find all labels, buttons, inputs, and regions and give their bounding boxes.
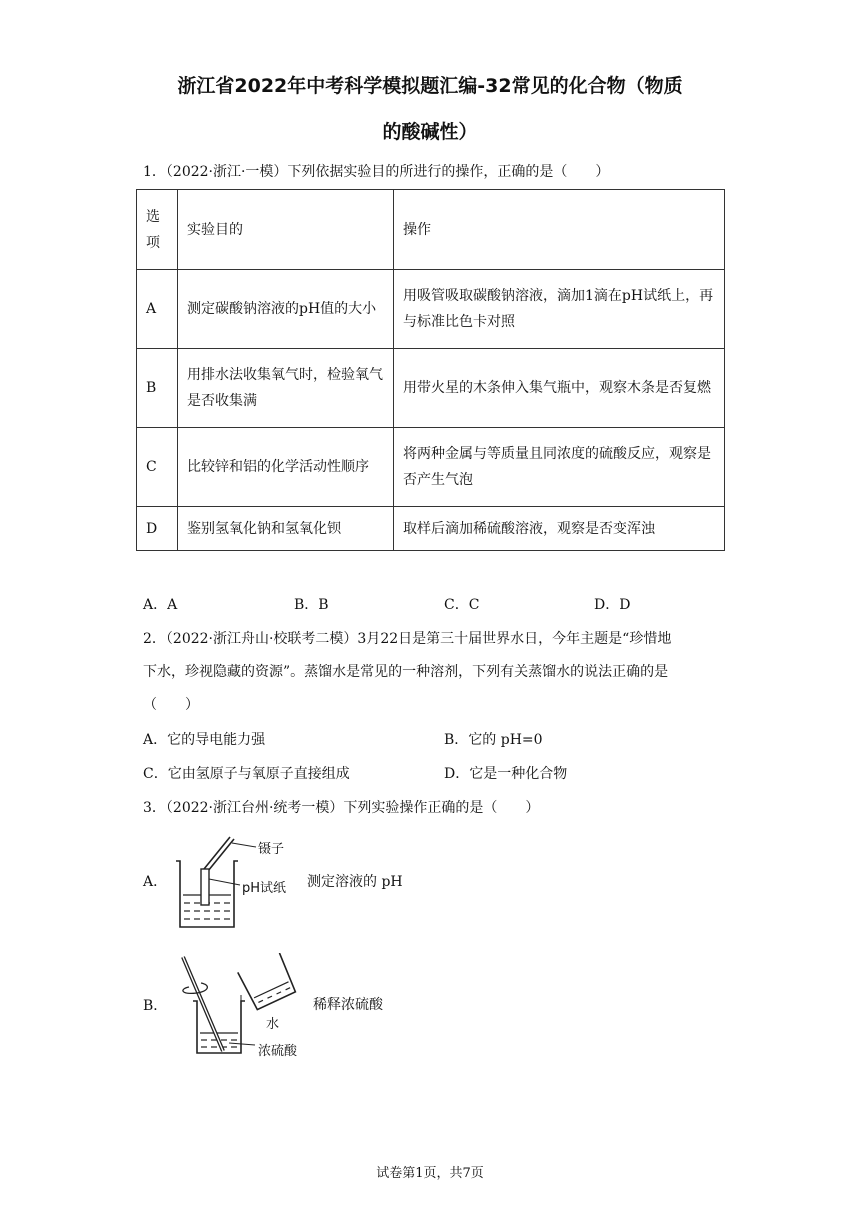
tweezers-icon: [204, 837, 230, 869]
q2-stem-line3: （ ）: [143, 697, 199, 713]
row-operation: 用吸管吸取碳酸钠溶液，滴加1滴在pH试纸上，再与标准比色卡对照: [394, 270, 725, 349]
q3-option-b-label[interactable]: B．: [143, 998, 168, 1014]
table-row: [137, 428, 725, 507]
row-purpose: 测定碳酸钠溶液的pH值的大小: [178, 270, 394, 349]
header-purpose: 实验目的: [178, 190, 394, 270]
acid-caption: 浓硫酸: [258, 1044, 298, 1059]
row-operation: 将两种金属与等质量且同浓度的硫酸反应，观察是否产生气泡: [394, 428, 725, 507]
tweezers-caption: 镊子: [258, 842, 285, 857]
q2-choice-a[interactable]: A．它的导电能力强: [143, 732, 266, 748]
ph-paper-icon: [201, 869, 209, 905]
row-operation: 取样后滴加稀硫酸溶液，观察是否变浑浊: [394, 507, 725, 551]
row-purpose: 鉴别氢氧化钠和氢氧化钡: [178, 507, 394, 551]
q3-option-a-label[interactable]: A．: [143, 874, 168, 890]
page-footer: 试卷第1页，共7页: [376, 1166, 484, 1181]
table-row: [137, 507, 725, 551]
q1-choice-c[interactable]: C．C: [444, 597, 480, 613]
header-operation: 操作: [394, 190, 725, 270]
q1-stem: 1．（2022·浙江·一模）下列依据实验目的所进行的操作，正确的是（ ）: [143, 164, 610, 180]
row-purpose: 比较锌和铝的化学活动性顺序: [178, 428, 394, 507]
document-title-line1: 浙江省2022年中考科学模拟题汇编-32常见的化合物（物质: [177, 75, 683, 97]
table-header-row: [137, 190, 725, 270]
q2-choice-b[interactable]: B．它的 pH=0: [444, 732, 543, 748]
header-option: 选 项: [137, 190, 178, 270]
row-option: A: [137, 270, 178, 349]
q2-choice-d[interactable]: D．它是一种化合物: [444, 766, 568, 782]
table-row: [137, 349, 725, 428]
q3-stem: 3．（2022·浙江台州·统考一模）下列实验操作正确的是（ ）: [143, 800, 540, 816]
document-title-line2: 的酸碱性）: [382, 121, 478, 143]
ph-paper-caption: pH试纸: [242, 881, 287, 896]
water-caption: 水: [266, 1017, 280, 1032]
row-option: D: [137, 507, 178, 551]
q2-stem-line1: 2．（2022·浙江舟山·校联考二模）3月22日是第三十届世界水日，今年主题是“珍惜地: [143, 631, 672, 647]
row-operation: 用带火星的木条伸入集气瓶中，观察木条是否复燃: [394, 349, 725, 428]
q1-choice-b[interactable]: B．B: [294, 597, 329, 613]
table-row: [137, 270, 725, 349]
pouring-beaker-icon: [238, 953, 297, 1010]
q1-table: [136, 189, 725, 551]
q3-option-b-text: 稀释浓硫酸: [313, 997, 383, 1013]
q1-choice-a[interactable]: A．A: [143, 597, 178, 613]
row-option: B: [137, 349, 178, 428]
q3-option-a-text: 测定溶液的 pH: [307, 874, 403, 890]
q2-stem-line2: 下水，珍视隐藏的资源”。蒸馏水是常见的一种溶剂，下列有关蒸馏水的说法正确的是: [143, 664, 669, 680]
q1-choice-d[interactable]: D．D: [594, 597, 631, 613]
row-option: C: [137, 428, 178, 507]
q2-choice-c[interactable]: C．它由氢原子与氧原子直接组成: [143, 766, 350, 782]
row-purpose: 用排水法收集氧气时，检验氧气是否收集满: [178, 349, 394, 428]
